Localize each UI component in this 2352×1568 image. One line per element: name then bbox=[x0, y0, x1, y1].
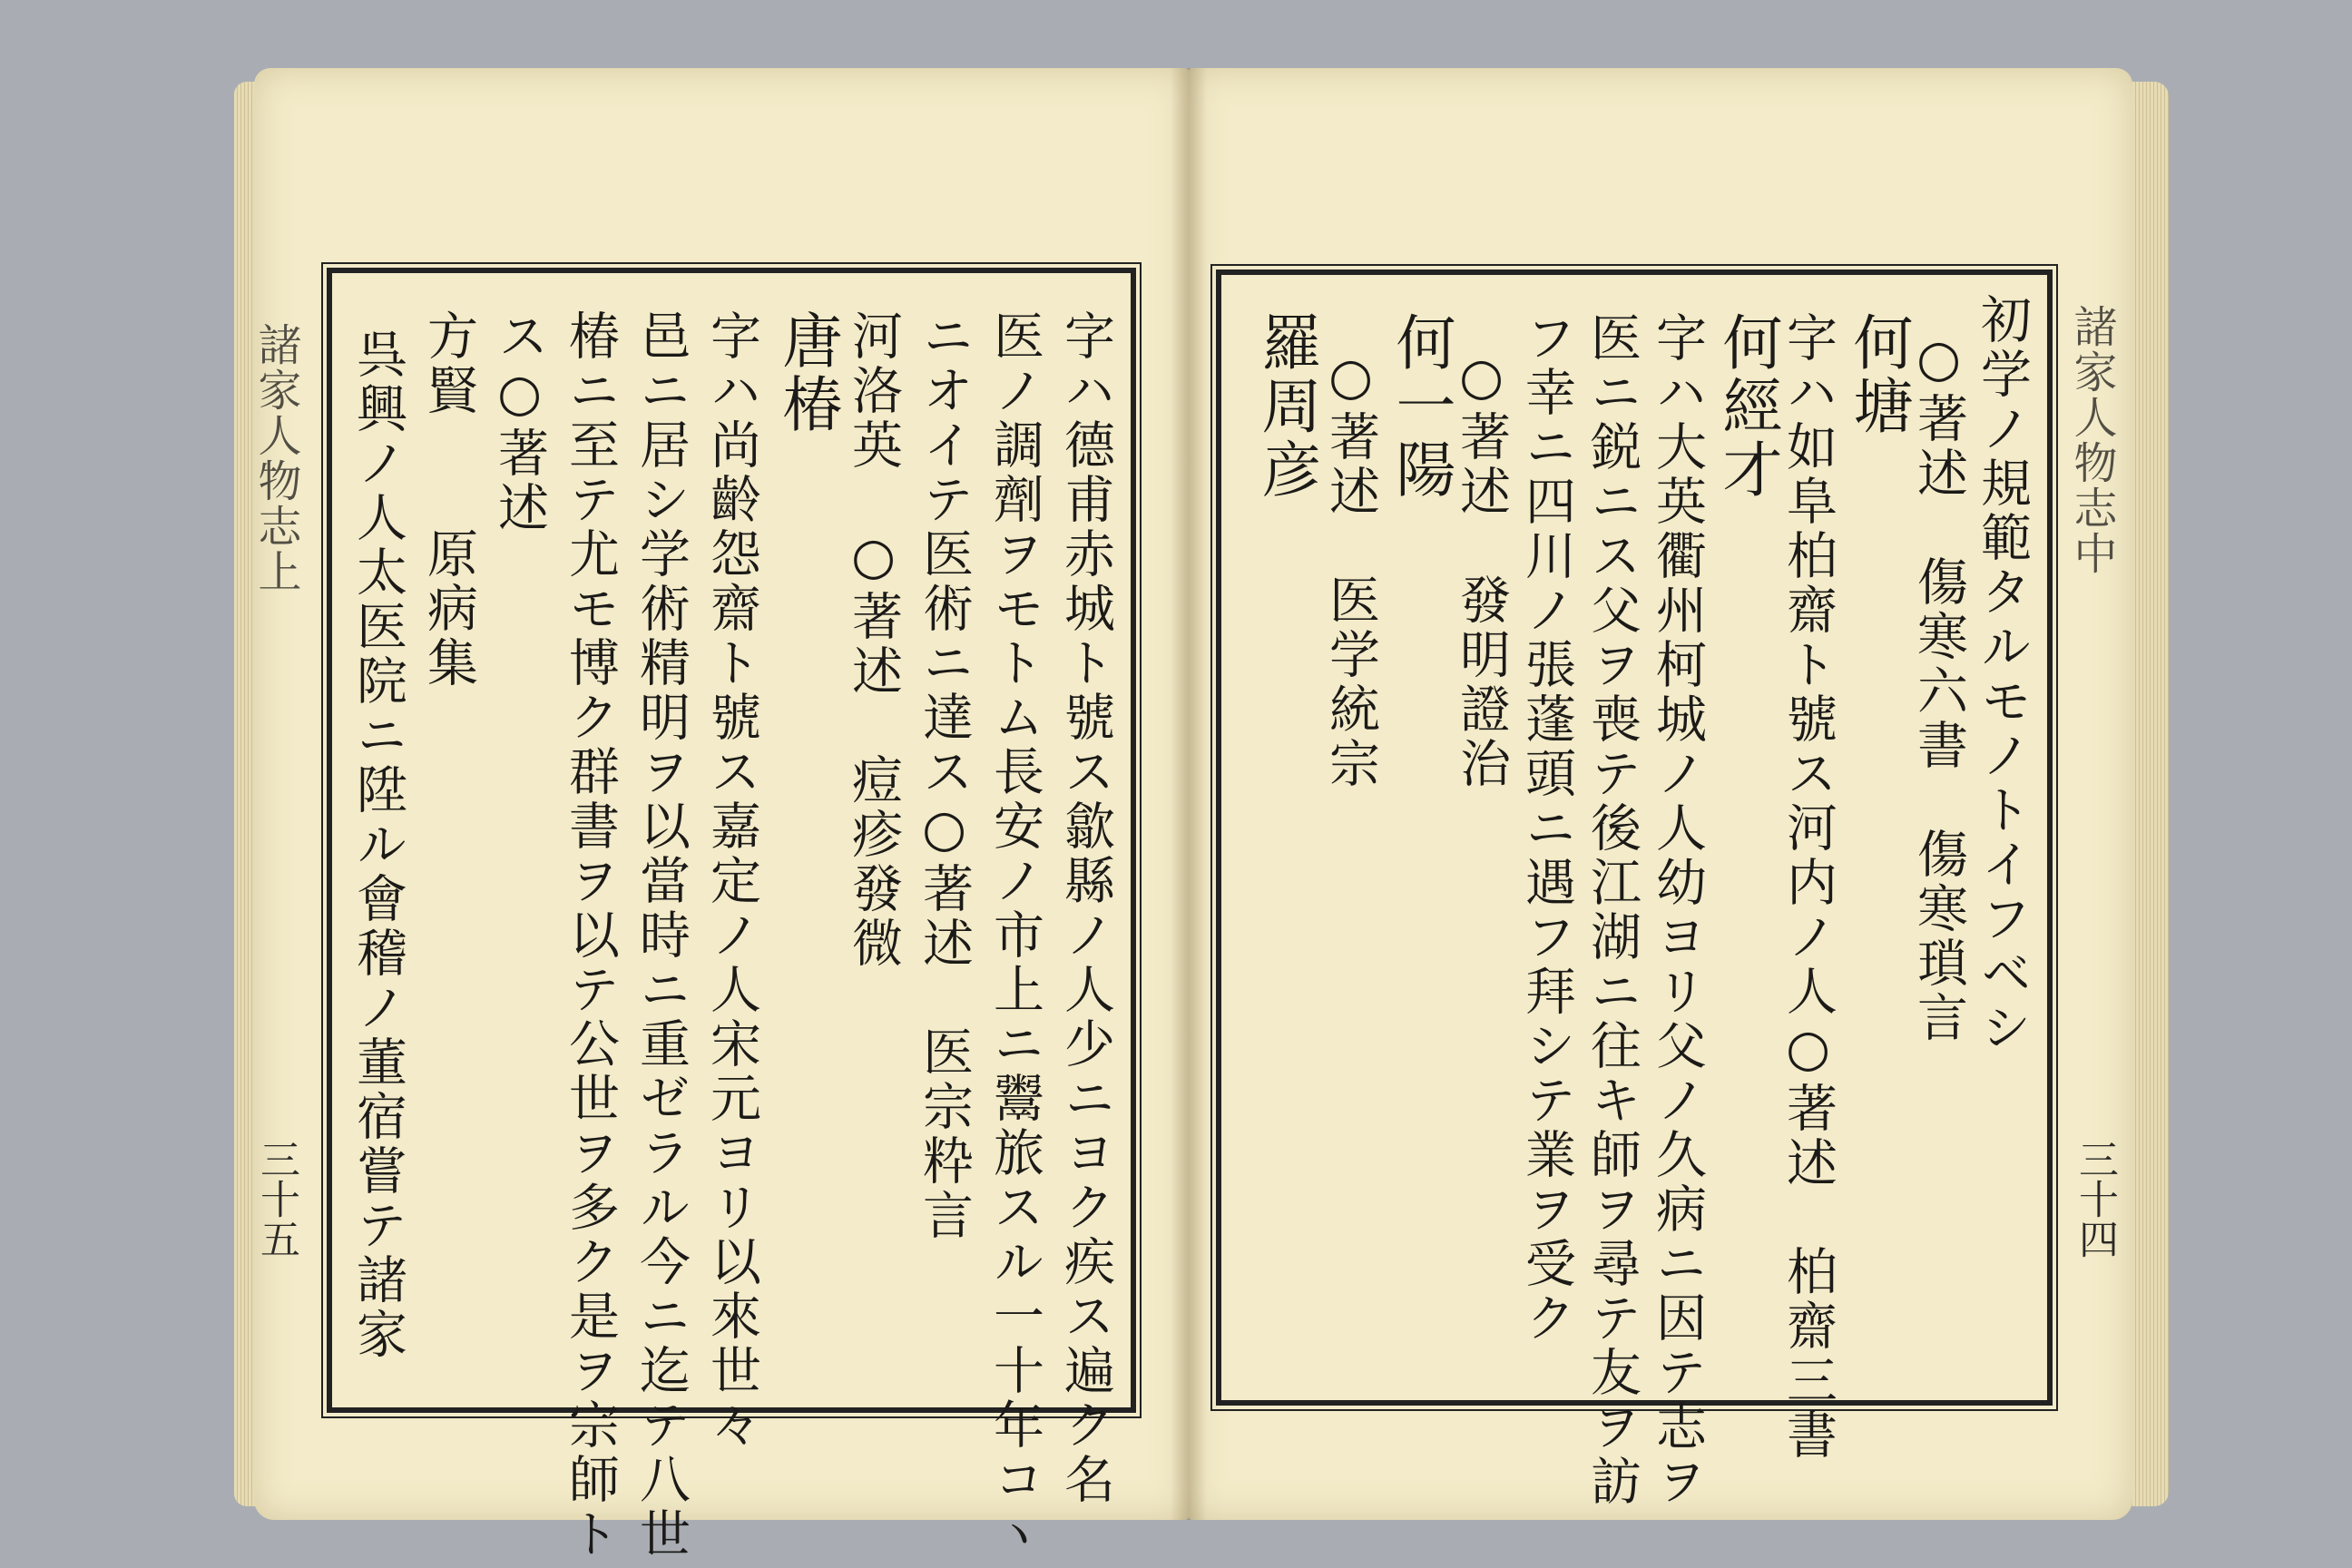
right-col-3: 何塘 bbox=[1843, 311, 1913, 438]
right-col-4: 字ハ如阜柏齋ト號ス河内ノ人○著述 柏齋三書 bbox=[1779, 311, 1838, 1463]
right-col-9: ○著述 發明證治 bbox=[1452, 348, 1511, 791]
right-col-7: 医ニ鋭ニス父ヲ喪テ後江湖ニ往キ師ヲ尋テ友ヲ訪 bbox=[1583, 311, 1642, 1509]
left-col-8: 河洛英 ○著述 痘疹發微 bbox=[844, 309, 903, 971]
right-col-10: 何一陽 bbox=[1386, 311, 1455, 502]
right-col-2: ○著述 傷寒六書 傷寒瑣言 bbox=[1909, 329, 1968, 1045]
left-col-3: ス○著述 bbox=[490, 309, 549, 535]
left-text-frame bbox=[327, 268, 1136, 1562]
left-margin-title: 諸家人物志上 bbox=[250, 322, 301, 594]
right-folio: 三十四 bbox=[2072, 1139, 2118, 1259]
left-col-6: 字ハ尚齡怨齋ト號ス嘉定ノ人宋元ヨリ以來世々 bbox=[702, 309, 761, 1453]
left-col-11: 字ハ德甫赤城ト號ス歙縣ノ人少ニヨク疾ス遍ク名 bbox=[1056, 309, 1115, 1507]
right-col-12: 羅周彦 bbox=[1251, 311, 1321, 502]
right-col-1: 初学ノ規範タルモノトイフベシ bbox=[1973, 293, 2032, 1055]
right-text-frame bbox=[1216, 270, 2053, 1509]
left-col-4: 椿ニ至テ尤モ博ク群書ヲ以テ公世ヲ多ク是ヲ宗師ト bbox=[561, 309, 620, 1562]
left-col-7: 唐椿 bbox=[772, 309, 842, 436]
book-gutter bbox=[1171, 68, 1207, 1520]
right-margin-title: 諸家人物志中 bbox=[2066, 304, 2117, 576]
open-book bbox=[250, 68, 2132, 1562]
left-col-2: 方賢 原病集 bbox=[419, 309, 478, 691]
right-col-5: 何經才 bbox=[1712, 311, 1782, 502]
right-col-6: 字ハ大英衢州柯城ノ人幼ヨリ父ノ久病ニ因テ志ヲ bbox=[1648, 311, 1707, 1509]
left-folio: 三十五 bbox=[253, 1139, 299, 1259]
left-col-10: 医ノ調劑ヲモトム長安ノ市上ニ鬻旅スル一十年コヽ bbox=[985, 309, 1044, 1562]
right-col-11: ○著述 医学統宗 bbox=[1321, 348, 1380, 791]
right-col-8: フ幸ニ四川ノ張蓬頭ニ遇フ拜シテ業ヲ受ク bbox=[1517, 311, 1576, 1346]
left-col-9: ニオイテ医術ニ達ス○著述 医宗粋言 bbox=[915, 309, 974, 1243]
left-col-1: 呉興ノ人太医院ニ陞ル會稽ノ董宿嘗テ諸家 bbox=[348, 328, 407, 1362]
left-col-5: 邑ニ居シ学術精明ヲ以當時ニ重ゼラル今ニ迄テ八世 bbox=[632, 309, 691, 1562]
